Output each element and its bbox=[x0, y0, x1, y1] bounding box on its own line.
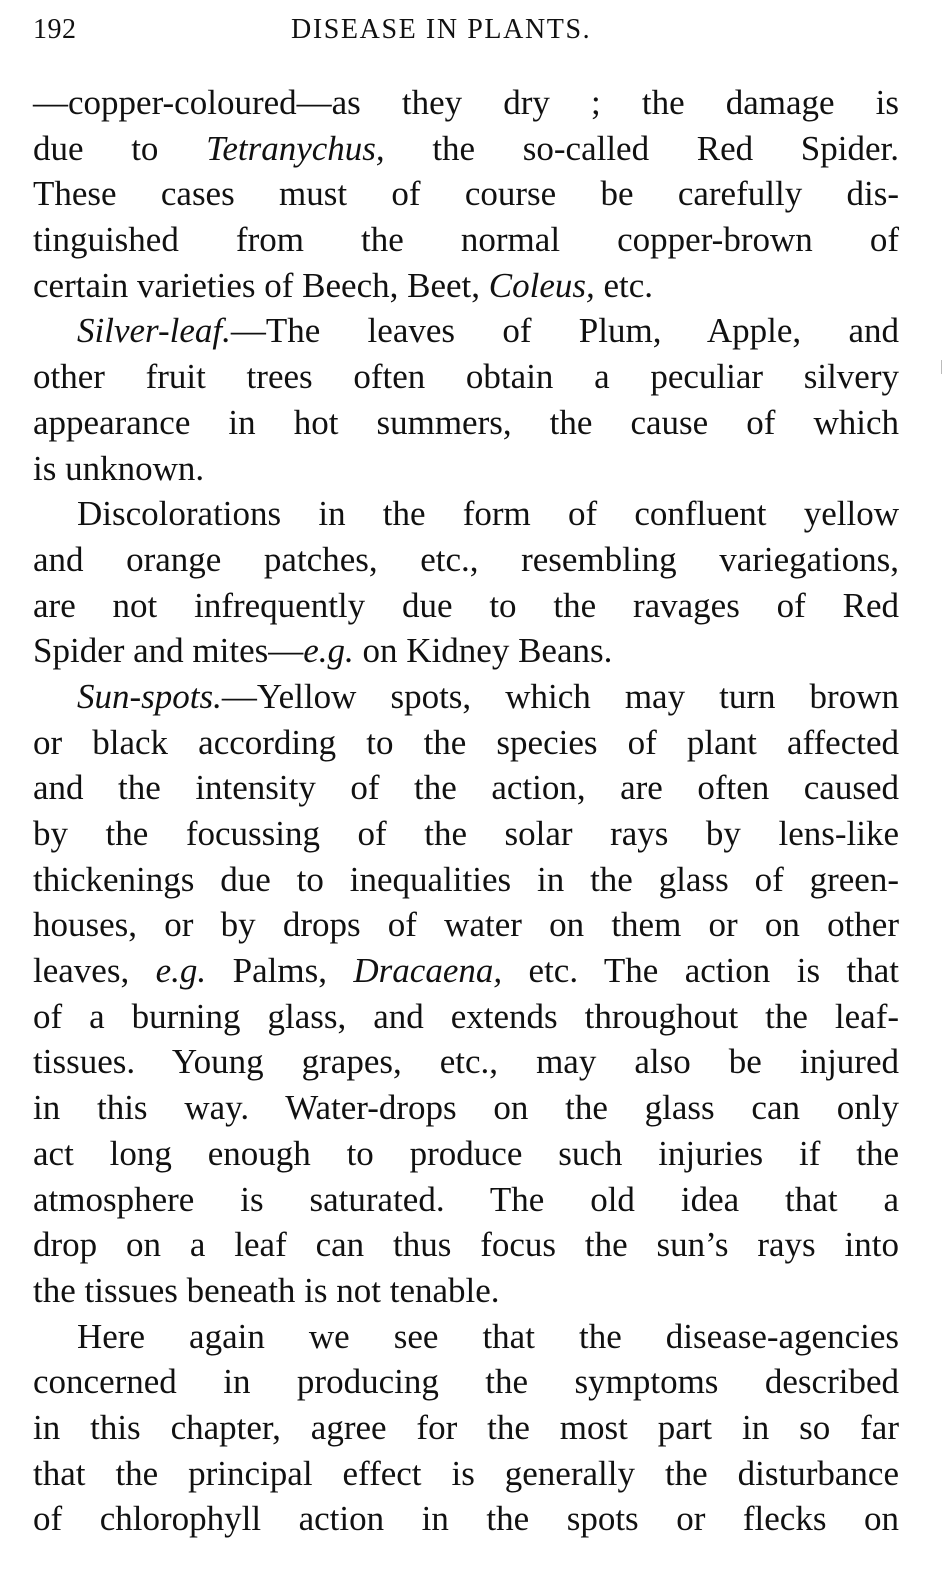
text-segment: etc. The action is that bbox=[502, 951, 899, 991]
text-segment: Here again we see that the disease-agencies bbox=[77, 1316, 899, 1356]
italic-text: e.g. bbox=[155, 951, 207, 991]
text-line bbox=[33, 1085, 899, 1131]
text-segment: act long enough to produce such injuries if the bbox=[33, 1133, 899, 1173]
text-segment: Spider and mites— bbox=[33, 631, 304, 671]
text-segment: tinguished from the normal copper-brown of bbox=[33, 220, 899, 260]
text-line bbox=[33, 628, 899, 674]
page-number: 192 bbox=[33, 14, 77, 45]
text-segment: in this way. Water-drops on the glass can only bbox=[33, 1088, 899, 1128]
text-segment: or black according to the species of plant affected bbox=[33, 722, 899, 762]
text-segment: is unknown. bbox=[33, 448, 205, 488]
text-line bbox=[33, 994, 899, 1040]
text-line bbox=[33, 217, 899, 263]
text-line bbox=[33, 537, 899, 583]
text-line bbox=[33, 674, 899, 720]
text-segment: of chlorophyll action in the spots or flecks on bbox=[33, 1499, 899, 1539]
text-segment: certain varieties of Beech, Beet, bbox=[33, 265, 489, 305]
text-line bbox=[33, 948, 899, 994]
text-segment: due to bbox=[33, 128, 207, 168]
text-line bbox=[33, 1039, 899, 1085]
text-line bbox=[33, 1268, 899, 1314]
text-segment: concerned in producing the symptoms described bbox=[33, 1362, 899, 1402]
text-line bbox=[33, 902, 899, 948]
text-segment: and orange patches, etc., resembling variegations, bbox=[33, 539, 899, 579]
text-line bbox=[33, 80, 899, 126]
italic-text: Silver-leaf. bbox=[77, 311, 231, 351]
text-line bbox=[33, 1405, 899, 1451]
text-line bbox=[33, 1131, 899, 1177]
text-segment: the tissues beneath is not tenable. bbox=[33, 1270, 500, 1310]
italic-text: Dracaena, bbox=[353, 951, 503, 991]
text-line bbox=[33, 857, 899, 903]
text-line bbox=[33, 446, 899, 492]
text-segment: —The leaves of Plum, Apple, and bbox=[230, 311, 899, 351]
text-segment: These cases must of course be carefully dis- bbox=[33, 174, 899, 214]
text-line bbox=[33, 171, 899, 217]
text-segment: of a burning glass, and extends throughout the leaf- bbox=[33, 996, 899, 1036]
text-segment: etc. bbox=[594, 265, 654, 305]
text-segment: and the intensity of the action, are often caused bbox=[33, 768, 899, 808]
text-segment: in this chapter, agree for the most part in so far bbox=[33, 1407, 899, 1447]
text-segment: by the focussing of the solar rays by lens-like bbox=[33, 814, 899, 853]
text-segment: —Yellow spots, which may turn brown bbox=[221, 676, 899, 716]
text-segment: Discolorations in the form of confluent yellow bbox=[77, 494, 899, 534]
text-segment: tissues. Young grapes, etc., may also be injured bbox=[33, 1042, 899, 1082]
text-line bbox=[33, 1359, 899, 1405]
text-line bbox=[33, 308, 899, 354]
text-line bbox=[33, 400, 899, 446]
margin-mark bbox=[941, 360, 942, 374]
text-segment: atmosphere is saturated. The old idea that a bbox=[33, 1179, 899, 1219]
italic-text: Sun-spots. bbox=[77, 676, 222, 716]
text-segment: are not infrequently due to the ravages of Red bbox=[33, 585, 899, 625]
text-line bbox=[33, 354, 899, 400]
text-line bbox=[33, 1177, 899, 1223]
italic-text: Coleus, bbox=[488, 265, 595, 305]
text-line bbox=[33, 1314, 899, 1360]
text-segment: leaves, bbox=[33, 951, 156, 991]
italic-text: Tetranychus, bbox=[206, 128, 385, 168]
text-segment: other fruit trees often obtain a peculiar silvery bbox=[33, 357, 899, 397]
text-line bbox=[33, 1222, 899, 1268]
text-segment: on Kidney Beans. bbox=[353, 631, 613, 671]
text-segment: houses, or by drops of water on them or on other bbox=[33, 905, 899, 945]
text-line bbox=[33, 1496, 899, 1542]
text-segment: the so-called Red Spider. bbox=[384, 128, 899, 168]
text-segment: —copper-coloured—as they dry ; the damage is bbox=[33, 83, 899, 122]
text-segment: Palms, bbox=[206, 951, 354, 991]
text-segment: appearance in hot summers, the cause of which bbox=[33, 402, 899, 442]
text-line bbox=[33, 1451, 899, 1497]
text-segment: drop on a leaf can thus focus the sun’s rays into bbox=[33, 1225, 899, 1265]
text-line bbox=[33, 811, 899, 857]
running-title: DISEASE IN PLANTS. bbox=[291, 14, 592, 45]
text-line bbox=[33, 765, 899, 811]
running-head bbox=[33, 14, 899, 54]
body-text bbox=[33, 80, 899, 1542]
text-line bbox=[33, 720, 899, 766]
italic-text: e.g. bbox=[303, 631, 354, 671]
text-line bbox=[33, 583, 899, 629]
text-line bbox=[33, 491, 899, 537]
text-line bbox=[33, 126, 899, 172]
text-segment: that the principal effect is generally the disturbance bbox=[33, 1453, 899, 1493]
text-segment: thickenings due to inequalities in the glass of green- bbox=[33, 859, 899, 899]
text-line bbox=[33, 263, 899, 309]
